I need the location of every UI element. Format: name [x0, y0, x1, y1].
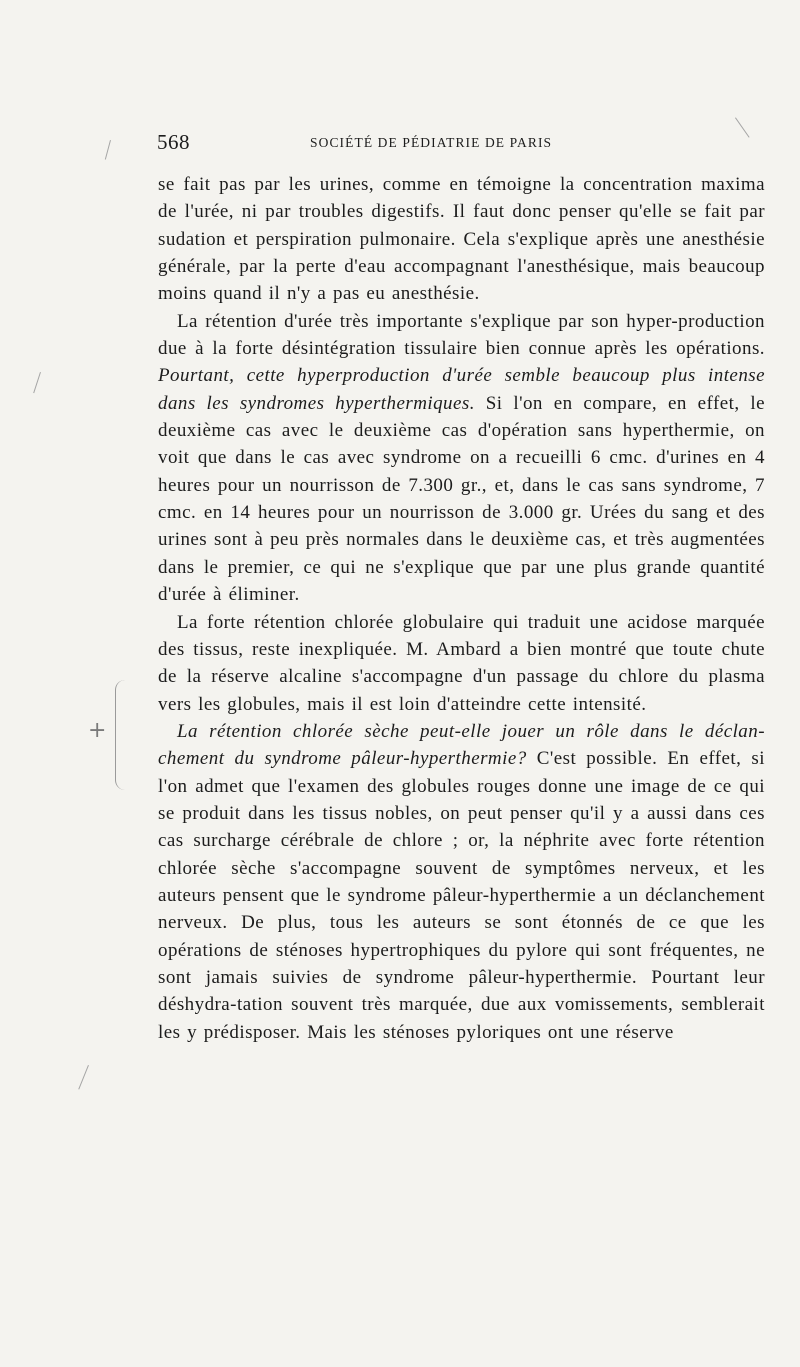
paragraph-1-text: se fait pas par les urines, comme en témoigne la concentration maxima de l'urée, ni par troubles digestifs. Il faut donc penser qu'elle se fait par sudation et perspiration pulmonaire. Cela s'explique après une anesthésie générale, par la perte d'eau accompagnant l'anesthésique, mais beaucoup moins quand il n'y a pas eu anesthésie.: [158, 174, 765, 305]
paragraph-3: [158, 609, 765, 718]
paragraph-4-text-after: C'est possible. En effet, si l'on admet que l'examen des globules rouges donne une image de ce qui se produit dans les tissus nobles, on peut penser qu'il y a aussi dans ces cas surcharge cérébrale de chlore ; or, la néphrite avec forte rétention chlorée sèche s'accompagne souvent de symptômes nerveux, et les auteurs pensent que le syndrome pâleur-hyperthermie a un déclanchement nerveux. De plus, tous les auteurs se sont étonnés de ce que les opérations de sténoses hypertrophiques du pylore qui sont fréquentes, ne sont jamais suivies de syndrome pâleur-hyperthermie. Pourtant leur déshydra-tation souvent très marquée, due aux vomissements, semblerait les y prédisposer. Mais les sténoses pyloriques ont une réserve: [158, 748, 765, 1043]
paragraph-2-italic: Pourtant, cette hyperproduction d'urée semble beaucoup plus intense dans les syndromes hyperthermiques.: [158, 365, 765, 414]
paragraph-4-italic: La rétention chlorée sèche peut-elle jouer un rôle dans le déclan-chement du syndrome pâleur-hyperthermie?: [158, 720, 765, 770]
journal-title: SOCIÉTÉ DE PÉDIATRIE DE PARIS: [310, 135, 553, 150]
margin-pencil-stroke: [78, 1065, 89, 1090]
margin-pencil-stroke: [33, 372, 41, 393]
running-head: [157, 128, 617, 160]
margin-bracket-mark: [115, 680, 128, 790]
body-text: [158, 171, 765, 1046]
margin-pencil-stroke: [105, 140, 112, 160]
margin-pencil-stroke: [735, 117, 750, 137]
paragraph-2-text-before: La rétention d'urée très importante s'explique par son hyper-production due à la forte désintégration tissulaire bien connue après les opérations.: [158, 310, 765, 360]
paragraph-1: [158, 171, 765, 308]
paragraph-3-text: La forte rétention chlorée globulaire qui traduit une acidose marquée des tissus, reste inexpliquée. M. Ambard a bien montré que toute chute de la réserve alcaline s'accompagne d'un passage du chlore du plasma vers les globules, mais il est loin d'atteindre cette intensité.: [158, 611, 765, 715]
paragraph-2-text-after: Si l'on en compare, en effet, le deuxième cas avec le deuxième cas d'opération sans hyperthermie, on voit que dans le cas avec syndrome on a recueilli 6 cmc. d'urines en 4 heures pour un nourrisson de 7.300 gr., et, dans le cas sans syndrome, 7 cmc. en 14 heures pour un nourrisson de 3.000 gr. Urées du sang et des urines sont à peu près normales dans le deuxième cas, et très augmentées dans le premier, ce qui ne s'explique que par une plus grande quantité d'urée à éliminer.: [158, 392, 765, 606]
paragraph-2: [158, 308, 765, 609]
paragraph-4: [158, 718, 765, 1046]
page-number: 568: [157, 130, 190, 154]
margin-cross-mark: +: [88, 718, 107, 743]
